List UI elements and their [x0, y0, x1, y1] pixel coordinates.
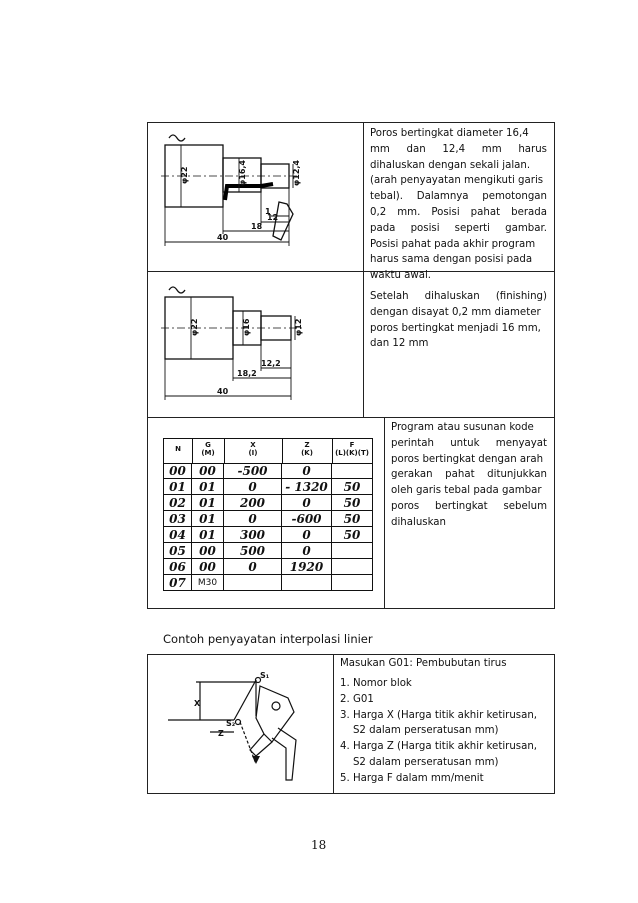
text-line: Poros bertingkat diameter 16,4	[370, 128, 529, 139]
interp-title: Masukan G01: Pembubutan tirus	[340, 658, 507, 669]
table-row	[164, 463, 372, 479]
interpolation-drawing	[160, 664, 328, 786]
row1-description	[370, 126, 547, 284]
dim-label: φ16	[242, 318, 251, 336]
table-cell: - 1320	[282, 479, 332, 495]
dim-label: 18	[251, 222, 263, 231]
program-table-header	[164, 439, 372, 464]
table-cell: 07	[164, 575, 192, 591]
table-cell: 00	[192, 463, 224, 479]
header-top: Z	[304, 441, 310, 449]
text-line: Posisi pahat pada akhir program	[370, 238, 536, 250]
table-cell: 01	[192, 527, 224, 543]
page-number: 18	[311, 838, 327, 852]
list-item: 2. G01	[340, 693, 374, 705]
point-label-s1: S₁	[260, 671, 270, 680]
table-cell: 0	[282, 463, 332, 479]
table-cell	[224, 575, 282, 591]
table-cell: M30	[192, 575, 224, 591]
table-cell: 01	[192, 495, 224, 511]
text-line: poros bertingkat menjadi 16 mm,	[370, 322, 541, 334]
section-caption: Contoh penyayatan interpolasi linier	[163, 632, 373, 646]
text-line: oleh garis tebal pada gambar	[391, 485, 542, 497]
table-row	[164, 495, 372, 511]
header-top: F	[349, 441, 355, 449]
text-line: waktu awal.	[370, 270, 432, 282]
list-item: S2 dalam perseratusan mm)	[340, 756, 499, 768]
axis-label-x: X	[194, 699, 201, 708]
table-cell: 50	[343, 528, 361, 542]
text-line: Setelah dihaluskan (finishing)	[370, 291, 547, 302]
text-line: pada posisi seperti gambar.	[370, 222, 547, 234]
table-cell: 0	[224, 511, 282, 527]
shaft-drawing-after	[155, 280, 355, 410]
table-cell: 03	[164, 511, 192, 527]
table-cell: 01	[192, 511, 224, 527]
header-top: N	[175, 445, 181, 453]
table-row	[164, 575, 372, 591]
text-line: (arah penyayatan mengikuti garis	[370, 175, 544, 187]
text-line: mm dan 12,4 mm harus	[370, 143, 547, 155]
header-bottom: (L)(K)(T)	[335, 449, 369, 457]
table-cell: 0	[282, 495, 332, 511]
text-line: dan 12 mm	[370, 338, 429, 350]
column-divider	[363, 122, 364, 418]
list-item: 5. Harga F dalam mm/menit	[340, 772, 484, 784]
row-divider	[147, 417, 555, 418]
header-top: G	[205, 441, 211, 449]
interpolation-description	[340, 656, 550, 787]
table-cell: 300	[224, 527, 282, 543]
table-cell	[282, 575, 332, 591]
dim-label: 12,2	[261, 359, 281, 368]
table-cell: 200	[224, 495, 282, 511]
point-label-s2: S₂	[226, 719, 236, 728]
header-bottom: (I)	[248, 449, 258, 457]
text-line: perintah untuk menyayat	[391, 437, 547, 449]
dim-label: φ22	[190, 318, 199, 336]
table-cell: 05	[164, 543, 192, 559]
text-line: 0,2 mm. Posisi pahat berada	[370, 206, 547, 218]
table-row	[164, 559, 372, 575]
table-row	[164, 527, 372, 543]
table-cell	[332, 463, 372, 479]
row2-description	[370, 289, 547, 352]
dim-label: 12	[267, 213, 279, 222]
table-cell: 00	[164, 463, 192, 479]
axis-label-z: Z	[218, 729, 224, 738]
shaft-drawing-before	[155, 128, 355, 263]
table-cell: -500	[224, 463, 282, 479]
text-line: gerakan pahat ditunjukkan	[391, 469, 547, 481]
table-cell: 06	[164, 559, 192, 575]
list-item: 3. Harga X (Harga titik akhir ketirusan,	[340, 709, 538, 721]
column-divider	[333, 654, 334, 794]
text-line: poros bertingkat sebelum	[391, 500, 547, 512]
text-line: poros bertingkat dengan arah	[391, 453, 544, 465]
table-cell: 0	[224, 479, 282, 495]
dim-label: φ16,4	[238, 160, 247, 186]
text-line: Program atau susunan kode	[391, 422, 534, 433]
header-bottom: (M)	[201, 449, 215, 457]
header-bottom: (K)	[301, 449, 313, 457]
dim-label: 40	[217, 387, 229, 396]
dim-label: φ22	[180, 166, 189, 184]
dim-label: φ12,4	[292, 160, 301, 186]
text-line: harus sama dengan posisi pada	[370, 254, 533, 266]
table-cell: 00	[192, 543, 224, 559]
dim-label: 18,2	[237, 369, 257, 378]
list-item: 4. Harga Z (Harga titik akhir ketirusan,	[340, 741, 538, 753]
table-cell: 50	[343, 512, 361, 526]
header-top: X	[250, 441, 256, 449]
table-row	[164, 479, 372, 495]
dim-label: 40	[217, 233, 229, 242]
table-cell: 01	[192, 479, 224, 495]
list-item: 1. Nomor blok	[340, 678, 412, 689]
table-row	[164, 511, 372, 527]
table-cell: 0	[282, 543, 332, 559]
list-item: S2 dalam perseratusan mm)	[340, 725, 499, 737]
row3-description	[391, 420, 547, 531]
table-cell	[332, 559, 372, 575]
table-cell: 00	[192, 559, 224, 575]
table-cell: 0	[224, 559, 282, 575]
text-line: tebal). Dalamnya pemotongan	[370, 191, 547, 203]
table-cell: 0	[282, 527, 332, 543]
table-cell: 04	[164, 527, 192, 543]
table-cell: 1920	[282, 559, 332, 575]
dim-label: φ12	[294, 318, 303, 336]
table-cell	[332, 543, 372, 559]
table-cell: 02	[164, 495, 192, 511]
table-row	[164, 543, 372, 559]
text-line: dihaluskan dengan sekali jalan.	[370, 159, 531, 171]
table-cell: 50	[343, 480, 361, 494]
dim-label: 1	[265, 207, 271, 216]
text-line: dengan disayat 0,2 mm diameter	[370, 306, 541, 318]
program-table	[163, 438, 373, 591]
table-cell	[332, 575, 372, 591]
table-cell: -600	[282, 511, 332, 527]
table-cell: 500	[224, 543, 282, 559]
table-cell: 50	[343, 496, 361, 510]
text-line: dihaluskan	[391, 516, 447, 528]
column-divider	[384, 417, 385, 609]
table-cell: 01	[164, 479, 192, 495]
